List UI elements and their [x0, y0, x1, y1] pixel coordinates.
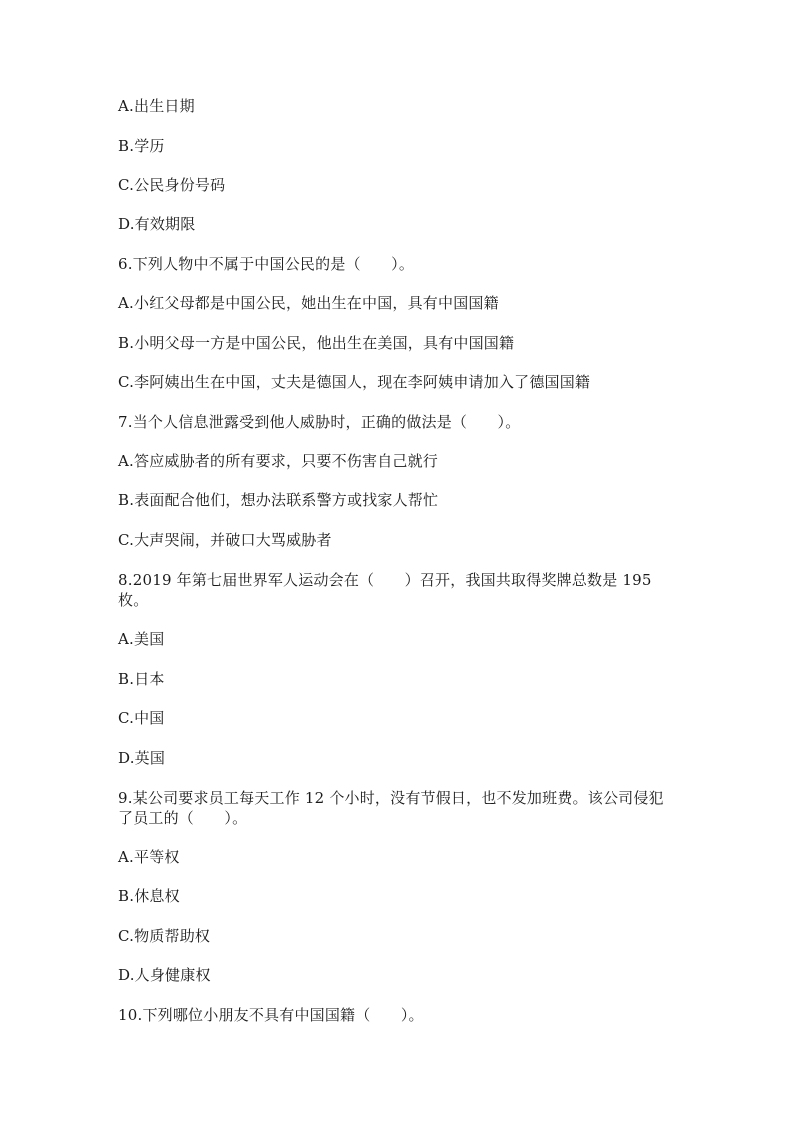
question-10: 10.下列哪位小朋友不具有中国国籍（ ）。 [118, 1006, 424, 1024]
question-7: 7.当个人信息泄露受到他人威胁时，正确的做法是（ ）。 [118, 413, 521, 431]
question-9: 9.某公司要求员工每天工作 12 个小时，没有节假日，也不发加班费。该公司侵犯了员工的（ ）。 [118, 789, 664, 827]
question-9-option-b: B.休息权 [118, 887, 180, 905]
question-7-option-c: C.大声哭闹，并破口大骂威胁者 [118, 531, 332, 549]
question-9-option-a: A.平等权 [118, 848, 180, 866]
question-8-option-c: C.中国 [118, 709, 165, 727]
question-8-option-a: A.美国 [118, 630, 165, 648]
question-8: 8.2019 年第七届世界军人运动会在（ ）召开，我国共取得奖牌总数是 195 枚。 [118, 571, 652, 609]
question-7-option-b: B.表面配合他们，想办法联系警方或找家人帮忙 [118, 491, 439, 509]
question-9-option-d: D.人身健康权 [118, 966, 211, 984]
option-a-birth-date: A.出生日期 [118, 97, 195, 115]
question-8-option-d: D.英国 [118, 749, 166, 767]
question-8-option-b: B.日本 [118, 670, 165, 688]
question-6-option-c: C.李阿姨出生在中国，丈夫是德国人，现在李阿姨申请加入了德国国籍 [118, 373, 591, 391]
option-c-id-number: C.公民身份号码 [118, 176, 226, 194]
question-7-option-a: A.答应威胁者的所有要求，只要不伤害自己就行 [118, 452, 439, 470]
question-6-option-a: A.小红父母都是中国公民，她出生在中国，具有中国国籍 [118, 294, 499, 312]
option-d-validity: D.有效期限 [118, 215, 196, 233]
question-6: 6.下列人物中不属于中国公民的是（ ）。 [118, 255, 415, 273]
question-9-option-c: C.物质帮助权 [118, 927, 211, 945]
option-b-education: B.学历 [118, 137, 165, 155]
question-6-option-b: B.小明父母一方是中国公民，他出生在美国，具有中国国籍 [118, 334, 515, 352]
